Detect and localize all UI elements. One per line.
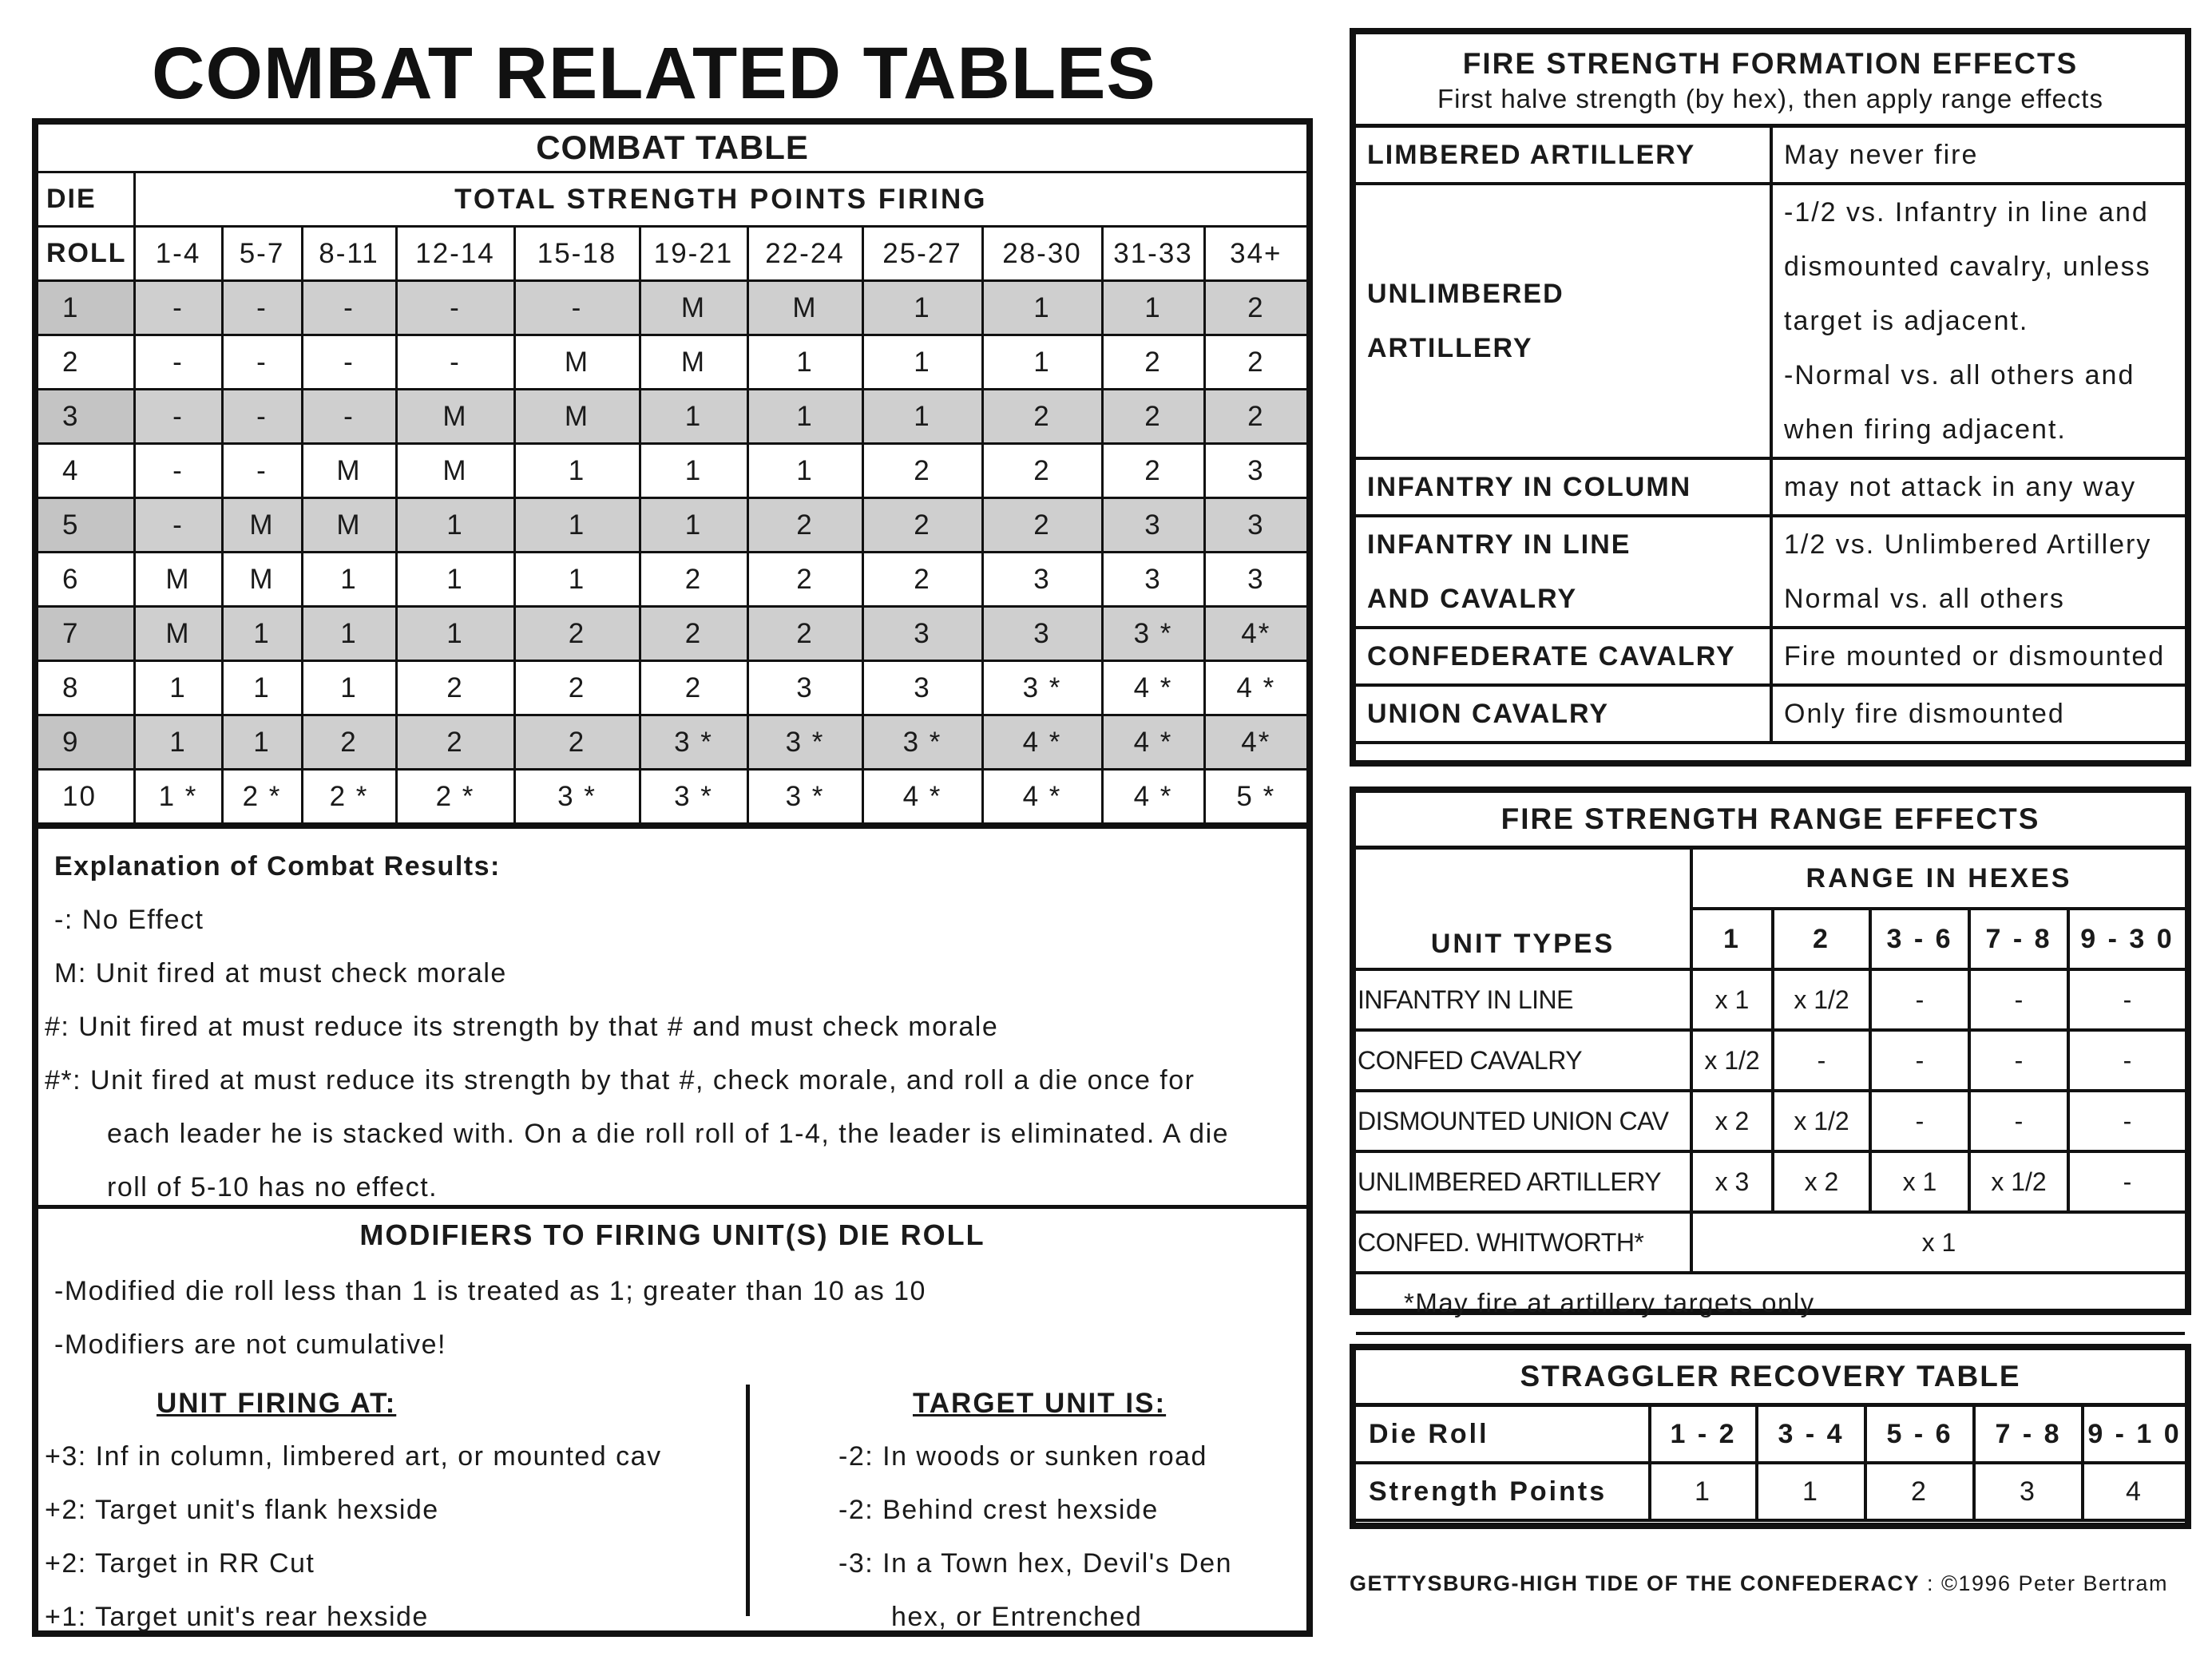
combat-result-cell: 2 <box>862 553 982 607</box>
unit-type: CONFED. WHITWORTH* <box>1356 1212 1691 1273</box>
formation-label-line: ARTILLERY <box>1367 333 1533 363</box>
combat-result-cell: 1 <box>1102 281 1204 335</box>
modifier-item: -2: In woods or sunken road <box>838 1441 1207 1472</box>
formation-row <box>1356 685 2185 743</box>
formation-effect <box>1771 126 2185 184</box>
combat-result-cell: 1 <box>302 661 396 715</box>
combat-result-cell: 3 <box>862 661 982 715</box>
strength-column-header: 19-21 <box>640 227 747 281</box>
combat-result-cell: 3 <box>747 661 862 715</box>
formation-effect <box>1771 516 2185 628</box>
explanation-line: each leader he is stacked with. On a die roll roll of 1-4, the leader is eliminated. A die <box>107 1119 1230 1149</box>
straggler-points: 1 <box>1757 1463 1865 1520</box>
formation-effect-line: Only fire dismounted <box>1784 699 2065 729</box>
modifier-item: -2: Behind crest hexside <box>838 1495 1159 1525</box>
strength-column-header: 28-30 <box>982 227 1102 281</box>
range-multiplier: - <box>1969 969 2068 1030</box>
combat-result-cell: 4 * <box>1102 770 1204 824</box>
range-effects-title: FIRE STRENGTH RANGE EFFECTS <box>1356 793 2185 848</box>
unit-type: UNLIMBERED ARTILLERY <box>1356 1151 1691 1212</box>
combat-table <box>38 125 1306 825</box>
range-multiplier: - <box>1870 1091 1969 1151</box>
combat-result-cell: 1 <box>747 390 862 444</box>
combat-result-cell: 2 <box>640 553 747 607</box>
combat-result-cell: 1 <box>862 390 982 444</box>
range-row <box>1356 969 2185 1030</box>
modifier-rule: -Modifiers are not cumulative! <box>54 1329 446 1360</box>
formation-effect-line: when firing adjacent. <box>1784 414 2067 445</box>
range-row <box>1356 1212 2185 1273</box>
strength-column-header: 8-11 <box>302 227 396 281</box>
formation-label-line: CONFEDERATE CAVALRY <box>1367 641 1736 672</box>
combat-result-cell: 1 <box>134 661 222 715</box>
combat-row <box>38 444 1306 498</box>
combat-result-cell: - <box>302 335 396 390</box>
modifier-item: +2: Target in RR Cut <box>45 1548 315 1579</box>
combat-result-cell: - <box>134 444 222 498</box>
combat-result-cell: 3 * <box>862 715 982 770</box>
formation-label-line: UNLIMBERED <box>1367 279 1564 309</box>
formation-label-line: AND CAVALRY <box>1367 584 1578 614</box>
combat-row <box>38 390 1306 444</box>
unit-type: CONFED CAVALRY <box>1356 1030 1691 1091</box>
range-multiplier: x 1/2 <box>1691 1030 1773 1091</box>
target-unit-is-column <box>805 1377 1300 1644</box>
range-column-header: 7 - 8 <box>1969 909 2068 969</box>
combat-result-cell: 2 <box>862 444 982 498</box>
combat-result-cell: 2 <box>982 390 1102 444</box>
combat-result-cell: 2 <box>1204 335 1306 390</box>
range-multiplier: x 1/2 <box>1773 1091 1870 1151</box>
combat-result-cell: - <box>134 390 222 444</box>
combat-result-cell: 2 <box>1204 281 1306 335</box>
die-roll-value: 4 <box>38 444 134 498</box>
range-column-header: 2 <box>1773 909 1870 969</box>
combat-result-cell: M <box>396 390 514 444</box>
formation-effect-line: Normal vs. all others <box>1784 584 2065 614</box>
combat-result-cell: 4 * <box>982 770 1102 824</box>
combat-result-cell: - <box>396 335 514 390</box>
combat-result-cell: 1 <box>222 607 302 661</box>
combat-result-cell: 2 <box>862 498 982 553</box>
unit-firing-at-column <box>45 1377 747 1644</box>
modifier-item: -3: In a Town hex, Devil's Den <box>838 1548 1233 1579</box>
combat-result-cell: 1 <box>514 444 640 498</box>
game-title: GETTYSBURG-HIGH TIDE OF THE CONFEDERACY <box>1350 1571 1921 1595</box>
straggler-recovery-panel <box>1350 1344 2191 1529</box>
modifiers-title: MODIFIERS TO FIRING UNIT(S) DIE ROLL <box>359 1218 985 1251</box>
range-multiplier: x 2 <box>1691 1091 1773 1151</box>
combat-results-explanation <box>38 825 1306 1205</box>
range-multiplier: - <box>1870 1030 1969 1091</box>
die-roll-value: 7 <box>38 607 134 661</box>
modifier-item: +1: Target unit's rear hexside <box>45 1602 429 1632</box>
combat-result-cell: 3 * <box>514 770 640 824</box>
die-roll-value: 3 <box>38 390 134 444</box>
die-label: DIE <box>38 172 134 227</box>
combat-result-cell: 1 <box>396 553 514 607</box>
combat-row <box>38 607 1306 661</box>
die-roll-value: 5 <box>38 498 134 553</box>
formation-label <box>1356 516 1771 628</box>
range-multiplier: - <box>1870 969 1969 1030</box>
formation-label-line: INFANTRY IN COLUMN <box>1367 472 1692 502</box>
combat-result-cell: 2 * <box>302 770 396 824</box>
combat-result-cell: 1 <box>134 715 222 770</box>
combat-row <box>38 715 1306 770</box>
combat-result-cell: 2 <box>1102 444 1204 498</box>
combat-result-cell: 2 <box>982 444 1102 498</box>
combat-result-cell: 3 <box>862 607 982 661</box>
range-multiplier: - <box>2068 1091 2185 1151</box>
combat-result-cell: 2 <box>514 607 640 661</box>
firing-modifiers <box>38 1205 1306 1640</box>
combat-result-cell: 1 <box>396 607 514 661</box>
page-title: COMBAT RELATED TABLES <box>152 33 1156 114</box>
combat-result-cell: - <box>134 281 222 335</box>
combat-result-cell: 3 <box>982 607 1102 661</box>
combat-result-cell: - <box>514 281 640 335</box>
combat-result-cell: 2 <box>1102 335 1204 390</box>
combat-result-cell: 3 * <box>640 770 747 824</box>
die-roll-value: 1 <box>38 281 134 335</box>
strength-column-header: 1-4 <box>134 227 222 281</box>
strength-points-label: Strength Points <box>1356 1463 1650 1520</box>
roll-label: ROLL <box>38 227 134 281</box>
formation-effect-line: dismounted cavalry, unless <box>1784 252 2151 282</box>
formation-effects-title: FIRE STRENGTH FORMATION EFFECTS <box>1462 47 2079 80</box>
range-header: RANGE IN HEXES <box>1691 848 2185 909</box>
combat-result-cell: 1 <box>302 607 396 661</box>
modifier-rule: -Modified die roll less than 1 is treated as 1; greater than 10 as 10 <box>54 1276 926 1306</box>
combat-result-cell: M <box>302 444 396 498</box>
formation-row <box>1356 458 2185 516</box>
combat-result-cell: 1 <box>982 335 1102 390</box>
combat-row <box>38 335 1306 390</box>
formation-effect-line: -1/2 vs. Infantry in line and <box>1784 197 2149 228</box>
die-roll-value: 6 <box>38 553 134 607</box>
combat-table-title: COMBAT TABLE <box>38 125 1306 172</box>
range-multiplier: - <box>1773 1030 1870 1091</box>
modifier-item: +2: Target unit's flank hexside <box>45 1495 439 1525</box>
strength-column-header: 31-33 <box>1102 227 1204 281</box>
straggler-die-roll: 5 - 6 <box>1865 1405 1974 1464</box>
formation-effect-line: may not attack in any way <box>1784 472 2137 502</box>
combat-result-cell: M <box>640 335 747 390</box>
formation-label-line: LIMBERED ARTILLERY <box>1367 140 1696 170</box>
combat-result-cell: 2 <box>396 661 514 715</box>
combat-result-cell: - <box>222 390 302 444</box>
combat-result-cell: - <box>302 390 396 444</box>
combat-result-cell: 3 * <box>1102 607 1204 661</box>
formation-effects-panel <box>1350 28 2191 767</box>
combat-result-cell: 4 * <box>982 715 1102 770</box>
footer-credit <box>1350 1571 2168 1596</box>
combat-result-cell: 3 <box>1204 498 1306 553</box>
strength-column-header: 12-14 <box>396 227 514 281</box>
explanation-heading: Explanation of Combat Results: <box>54 851 501 882</box>
combat-result-cell: 2 <box>1102 390 1204 444</box>
combat-result-cell: 2 <box>747 607 862 661</box>
unit-types-label: UNIT TYPES <box>1356 848 1691 970</box>
combat-result-cell: 2 <box>302 715 396 770</box>
die-roll-value: 8 <box>38 661 134 715</box>
formation-effects-subtitle: First halve strength (by hex), then apply range effects <box>1356 84 2185 126</box>
unit-type: DISMOUNTED UNION CAV <box>1356 1091 1691 1151</box>
combat-result-cell: 3 <box>1102 498 1204 553</box>
formation-effect-line: Fire mounted or dismounted <box>1784 641 2166 672</box>
die-roll-value: 2 <box>38 335 134 390</box>
combat-result-cell: 4* <box>1204 715 1306 770</box>
combat-result-cell: - <box>134 335 222 390</box>
range-multiplier: x 3 <box>1691 1151 1773 1212</box>
range-effects-table <box>1356 793 2185 1335</box>
combat-result-cell: 4* <box>1204 607 1306 661</box>
combat-row <box>38 770 1306 824</box>
formation-effect-line: -Normal vs. all others and <box>1784 360 2135 390</box>
modifier-item: +3: Inf in column, limbered art, or mounted cav <box>45 1441 662 1472</box>
combat-row <box>38 553 1306 607</box>
range-multiplier: - <box>2068 1030 2185 1091</box>
combat-result-cell: 3 * <box>982 661 1102 715</box>
formation-row <box>1356 516 2185 628</box>
combat-row <box>38 498 1306 553</box>
range-multiplier: - <box>1969 1091 2068 1151</box>
combat-result-cell: M <box>514 335 640 390</box>
combat-result-cell: 1 <box>862 335 982 390</box>
formation-effect-line: 1/2 vs. Unlimbered Artillery <box>1784 529 2152 560</box>
combat-result-cell: 2 <box>396 715 514 770</box>
range-multiplier: x 1/2 <box>1969 1151 2068 1212</box>
combat-result-cell: 1 <box>640 390 747 444</box>
straggler-die-roll: 9 - 1 0 <box>2083 1405 2185 1464</box>
strength-header: TOTAL STRENGTH POINTS FIRING <box>134 172 1306 227</box>
straggler-points: 1 <box>1650 1463 1757 1520</box>
formation-effect-line: May never fire <box>1784 140 1979 170</box>
range-column-header: 1 <box>1691 909 1773 969</box>
combat-result-cell: 4 * <box>1102 715 1204 770</box>
combat-result-cell: 3 <box>1204 553 1306 607</box>
combat-result-cell: 1 <box>514 553 640 607</box>
combat-result-cell: M <box>134 553 222 607</box>
die-roll-label: Die Roll <box>1356 1405 1650 1464</box>
straggler-die-roll: 1 - 2 <box>1650 1405 1757 1464</box>
straggler-title: STRAGGLER RECOVERY TABLE <box>1356 1350 2185 1405</box>
strength-column-header: 34+ <box>1204 227 1306 281</box>
combat-result-cell: 4 * <box>862 770 982 824</box>
combat-result-cell: 1 <box>302 553 396 607</box>
combat-result-cell: 1 <box>747 444 862 498</box>
combat-row <box>38 281 1306 335</box>
strength-column-header: 5-7 <box>222 227 302 281</box>
combat-table-panel <box>32 118 1313 1637</box>
combat-result-cell: 2 <box>982 498 1102 553</box>
combat-result-cell: M <box>302 498 396 553</box>
unit-firing-at-heading: UNIT FIRING AT: <box>157 1388 397 1419</box>
combat-result-cell: 1 <box>514 498 640 553</box>
target-unit-is-heading: TARGET UNIT IS: <box>913 1388 1167 1419</box>
combat-row <box>38 661 1306 715</box>
explanation-line: #: Unit fired at must reduce its strength by that # and must check morale <box>45 1012 999 1042</box>
die-roll-value: 10 <box>38 770 134 824</box>
combat-result-cell: 2 <box>640 607 747 661</box>
formation-label-line: INFANTRY IN LINE <box>1367 529 1631 560</box>
combat-result-cell: 1 <box>396 498 514 553</box>
formation-row <box>1356 628 2185 685</box>
straggler-die-roll: 3 - 4 <box>1757 1405 1865 1464</box>
combat-result-cell: 1 <box>222 661 302 715</box>
combat-result-cell: 3 <box>1204 444 1306 498</box>
range-multiplier: x 2 <box>1773 1151 1870 1212</box>
straggler-points: 2 <box>1865 1463 1974 1520</box>
combat-result-cell: 2 <box>640 661 747 715</box>
straggler-recovery-table <box>1356 1350 2185 1522</box>
combat-result-cell: - <box>222 444 302 498</box>
combat-result-cell: M <box>640 281 747 335</box>
combat-result-cell: 3 <box>982 553 1102 607</box>
combat-result-cell: 4 * <box>1102 661 1204 715</box>
range-multiplier: x 1 <box>1691 1212 2185 1273</box>
range-row <box>1356 1030 2185 1091</box>
formation-label <box>1356 685 1771 743</box>
formation-label <box>1356 126 1771 184</box>
combat-result-cell: M <box>396 444 514 498</box>
combat-result-cell: 4 * <box>1204 661 1306 715</box>
range-multiplier: x 1 <box>1870 1151 1969 1212</box>
combat-result-cell: M <box>222 498 302 553</box>
range-multiplier: x 1 <box>1691 969 1773 1030</box>
combat-result-cell: - <box>134 498 222 553</box>
combat-result-cell: 1 <box>222 715 302 770</box>
combat-result-cell: - <box>302 281 396 335</box>
formation-effect <box>1771 458 2185 516</box>
range-column-header: 9 - 3 0 <box>2068 909 2185 969</box>
combat-result-cell: 3 * <box>747 770 862 824</box>
combat-result-cell: - <box>222 335 302 390</box>
combat-result-cell: 2 <box>747 498 862 553</box>
combat-result-cell: 1 <box>862 281 982 335</box>
combat-result-cell: 1 <box>640 444 747 498</box>
range-multiplier: - <box>2068 1151 2185 1212</box>
formation-label <box>1356 458 1771 516</box>
column-divider <box>746 1385 750 1616</box>
combat-result-cell: 1 <box>747 335 862 390</box>
formation-label-line: UNION CAVALRY <box>1367 699 1610 729</box>
formation-row <box>1356 184 2185 458</box>
formation-label <box>1356 628 1771 685</box>
range-effects-panel <box>1350 786 2191 1315</box>
range-row <box>1356 1091 2185 1151</box>
range-column-header: 3 - 6 <box>1870 909 1969 969</box>
combat-result-cell: 2 <box>514 661 640 715</box>
range-row <box>1356 1151 2185 1212</box>
combat-result-cell: 2 * <box>396 770 514 824</box>
formation-row <box>1356 126 2185 184</box>
combat-result-cell: M <box>514 390 640 444</box>
formation-effect <box>1771 628 2185 685</box>
die-roll-value: 9 <box>38 715 134 770</box>
combat-result-cell: M <box>747 281 862 335</box>
explanation-line: M: Unit fired at must check morale <box>54 958 507 989</box>
formation-effect <box>1771 184 2185 458</box>
explanation-line: -: No Effect <box>54 905 204 935</box>
combat-result-cell: 1 <box>640 498 747 553</box>
combat-result-cell: 2 <box>747 553 862 607</box>
combat-result-cell: M <box>222 553 302 607</box>
combat-result-cell: 3 <box>1102 553 1204 607</box>
modifier-item: hex, or Entrenched <box>891 1602 1143 1632</box>
straggler-points: 3 <box>1974 1463 2083 1520</box>
explanation-line: roll of 5-10 has no effect. <box>107 1172 438 1202</box>
formation-effect <box>1771 685 2185 743</box>
unit-type: INFANTRY IN LINE <box>1356 969 1691 1030</box>
range-multiplier: - <box>1969 1030 2068 1091</box>
copyright: : ©1996 Peter Bertram <box>1927 1571 2169 1595</box>
combat-result-cell: 3 * <box>640 715 747 770</box>
strength-column-header: 15-18 <box>514 227 640 281</box>
combat-result-cell: 2 <box>1204 390 1306 444</box>
combat-result-cell: 3 * <box>747 715 862 770</box>
formation-effect-line: target is adjacent. <box>1784 306 2029 336</box>
strength-column-header: 25-27 <box>862 227 982 281</box>
combat-result-cell: 5 * <box>1204 770 1306 824</box>
combat-result-cell: 2 * <box>222 770 302 824</box>
combat-result-cell: 2 <box>514 715 640 770</box>
combat-result-cell: M <box>134 607 222 661</box>
strength-column-header: 22-24 <box>747 227 862 281</box>
range-note: *May fire at artillery targets only <box>1356 1273 2185 1333</box>
range-multiplier: - <box>2068 969 2185 1030</box>
combat-result-cell: - <box>396 281 514 335</box>
combat-result-cell: - <box>222 281 302 335</box>
combat-result-cell: 1 * <box>134 770 222 824</box>
range-multiplier: x 1/2 <box>1773 969 1870 1030</box>
combat-result-cell: 1 <box>982 281 1102 335</box>
formation-label <box>1356 184 1771 458</box>
straggler-die-roll: 7 - 8 <box>1974 1405 2083 1464</box>
explanation-line: #*: Unit fired at must reduce its strength by that #, check morale, and roll a die once for <box>45 1065 1195 1095</box>
formation-effects-table <box>1356 34 2185 744</box>
straggler-points: 4 <box>2083 1463 2185 1520</box>
